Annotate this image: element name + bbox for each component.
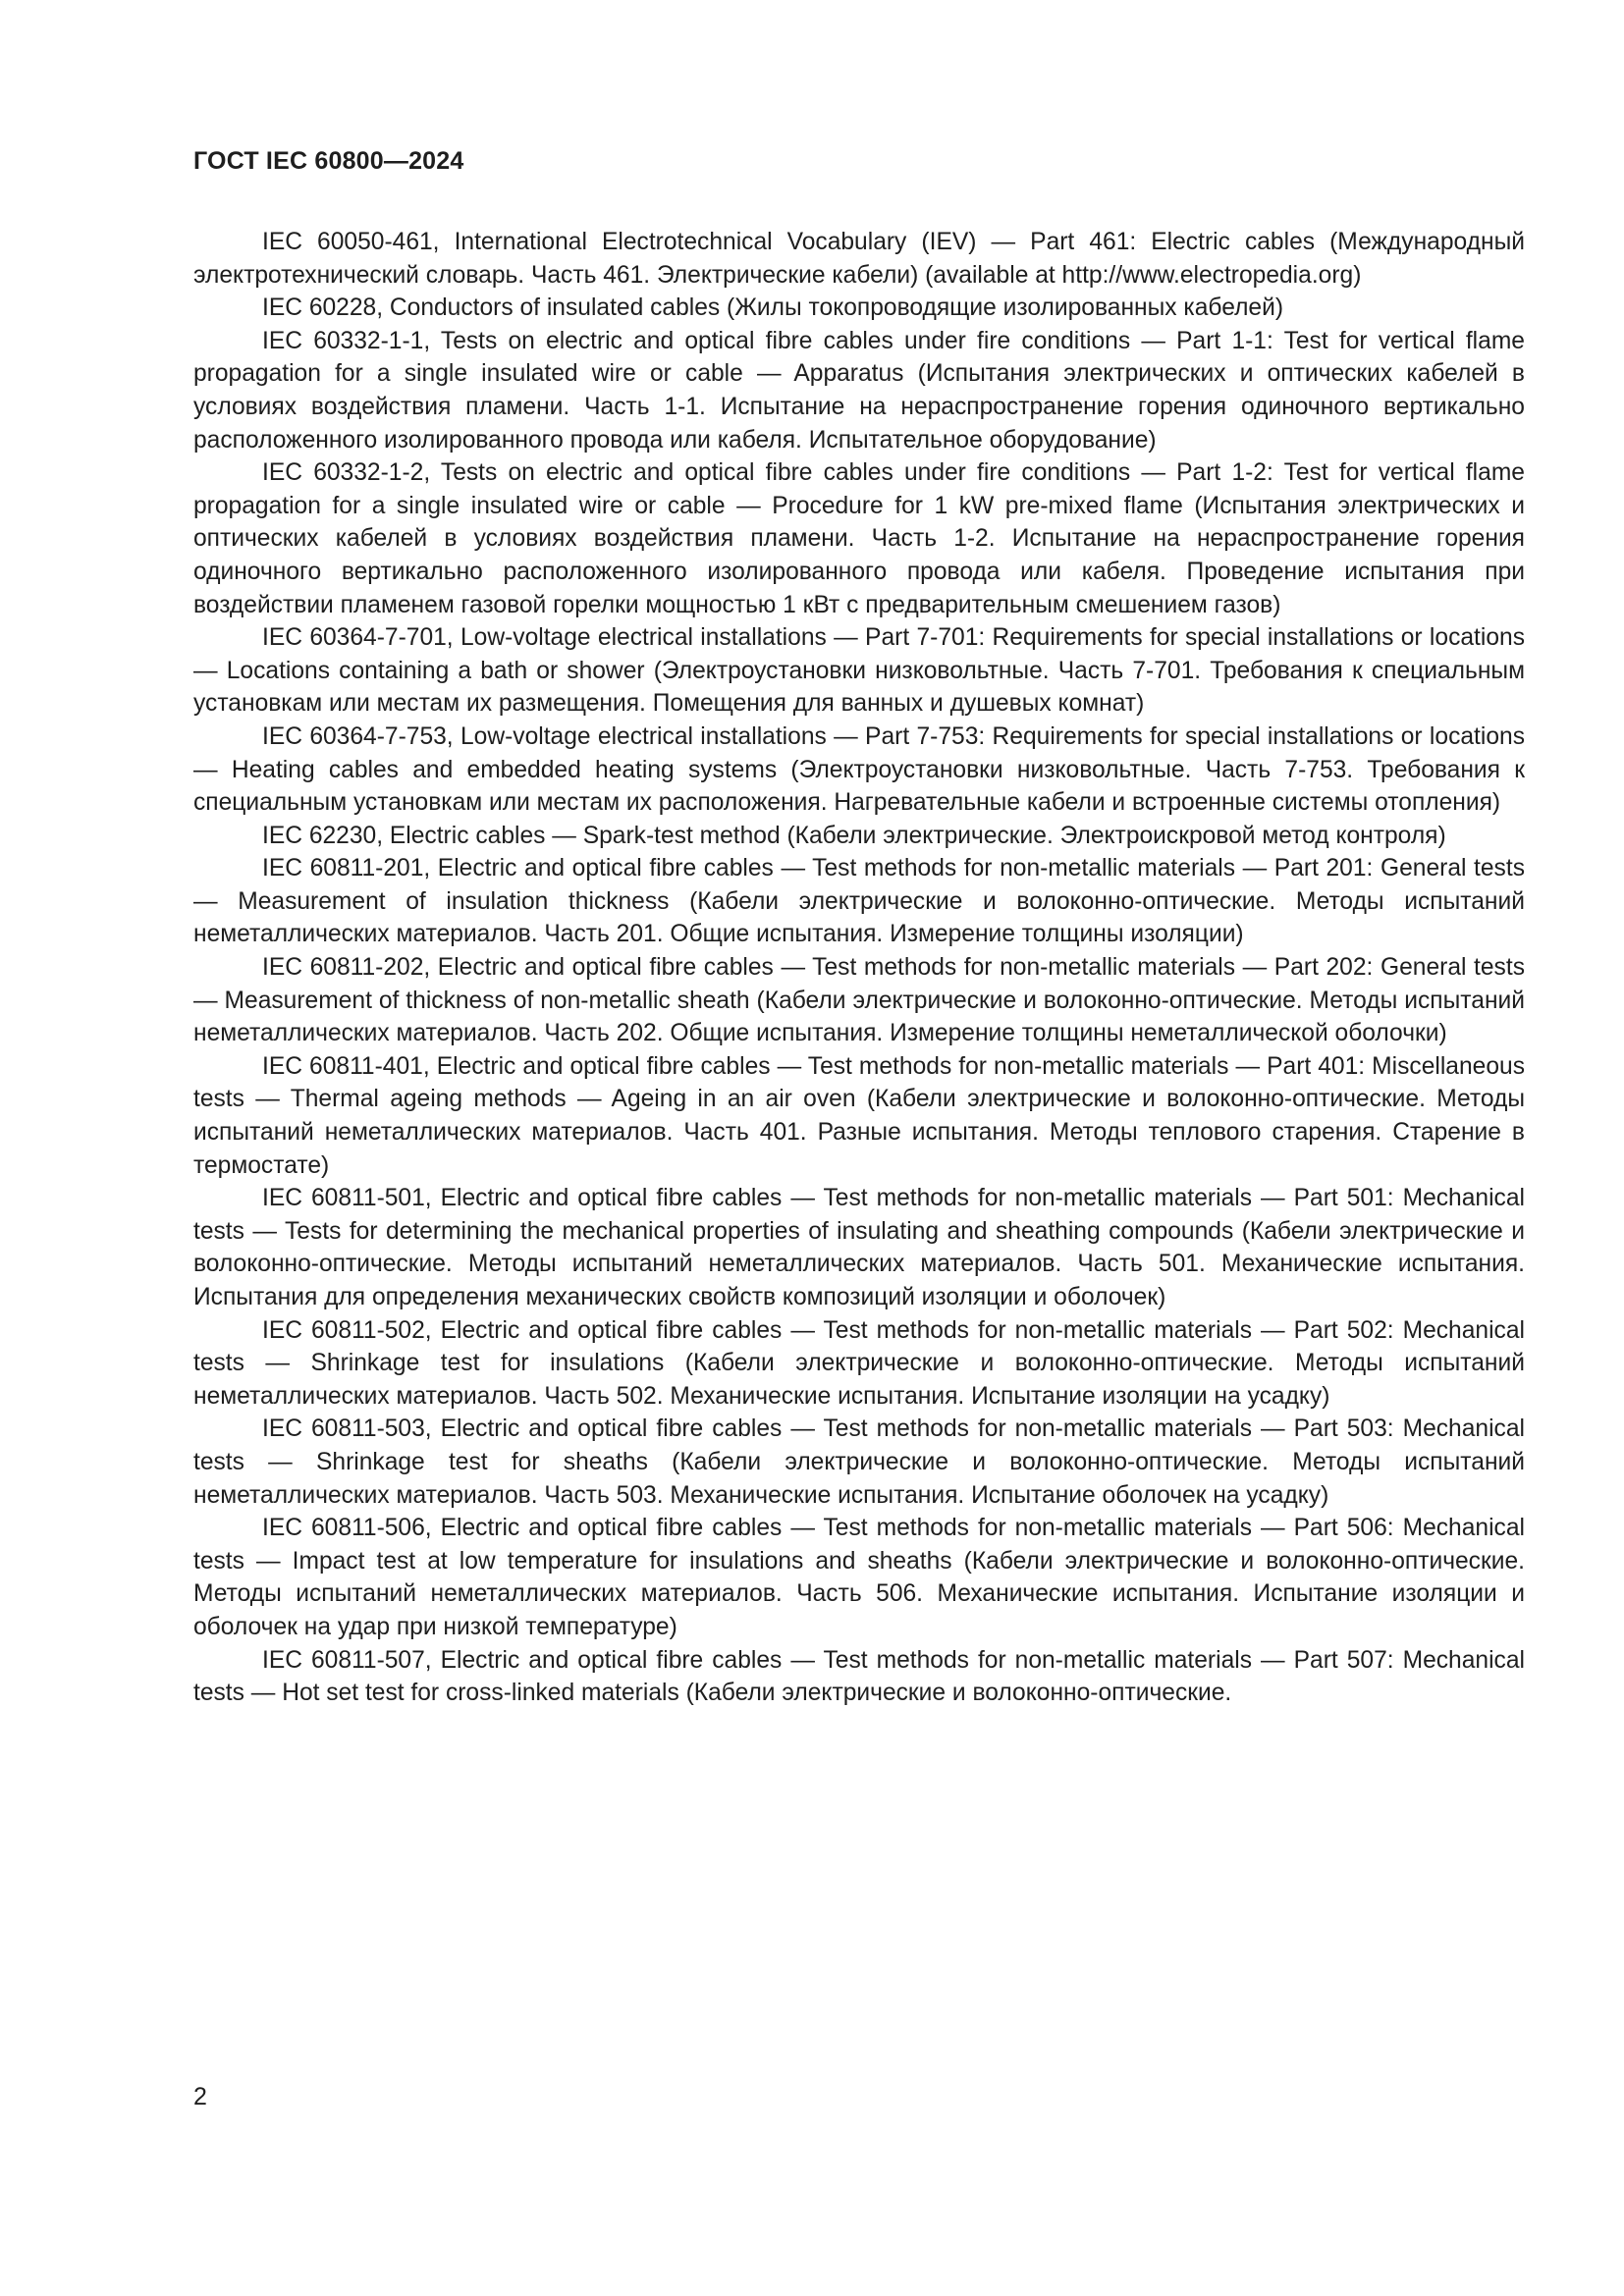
reference-iec-60811-201: IEC 60811-201, Electric and optical fibre cables — Test methods for non-metallic materials — Part 201: General tests — Measurement of insulation thickness (Кабели электрические и волоконно-оптические. Методы испытаний неметаллических материалов. Часть 201. Общие испытания. Измерение толщины изоляции) xyxy=(193,855,1525,948)
reference-iec-60050-461: IEC 60050-461, International Electrotechnical Vocabulary (IEV) — Part 461: Electric cables (Международный электротехнический словарь. Часть 461. Электрические кабели) (available at http://www.electropedia.org) xyxy=(193,229,1525,289)
reference-iec-60811-503: IEC 60811-503, Electric and optical fibre cables — Test methods for non-metallic materials — Part 503: Mechanical tests — Shrinkage test for sheaths (Кабели электрические и волоконно-оптические. Методы испытаний неметаллических материалов. Часть 503. Механические испытания. Испытание оболочек на усадку) xyxy=(193,1415,1525,1509)
reference-iec-60811-401: IEC 60811-401, Electric and optical fibre cables — Test methods for non-metallic materials — Part 401: Miscellaneous tests — Thermal ageing methods — Ageing in an air oven (Кабели электрические и волоконно-оптические. Методы испытаний неметаллических материалов. Часть 401. Разные испытания. Методы теплового старения. Старение в термостате) xyxy=(193,1052,1525,1179)
reference-iec-62230: IEC 62230, Electric cables — Spark-test method (Кабели электрические. Электроискровой метод контроля) xyxy=(262,822,1446,849)
reference-iec-60364-7-753: IEC 60364-7-753, Low-voltage electrical installations — Part 7-753: Requirements for special installations or locations — Heating cables and embedded heating systems (Электроустановки низковольтные. Часть 7-753. Требования к специальным установкам или местам их расположения. Нагревательные кабели и встроенные системы отопления) xyxy=(193,722,1525,817)
page-header: ГОСТ IEC 60800—2024 xyxy=(193,147,464,175)
page-number: 2 xyxy=(193,2083,207,2110)
reference-list xyxy=(193,226,1525,1710)
reference-iec-60811-507: IEC 60811-507, Electric and optical fibre cables — Test methods for non-metallic materials — Part 507: Mechanical tests — Hot set test for cross-linked materials (Кабели электрические и волоконно-оптические. xyxy=(193,1646,1525,1707)
reference-iec-60811-506: IEC 60811-506, Electric and optical fibre cables — Test methods for non-metallic materials — Part 506: Mechanical tests — Impact test at low temperature for insulations and sheaths (Кабели электрические и волоконно-оптические. Методы испытаний неметаллических материалов. Часть 506. Механические испытания. Испытание изоляции и оболочек на удар при низкой температуре) xyxy=(193,1515,1525,1640)
reference-iec-60811-501: IEC 60811-501, Electric and optical fibre cables — Test methods for non-metallic materials — Part 501: Mechanical tests — Tests for determining the mechanical properties of insulating and sheathing compounds (Кабели электрические и волоконно-оптические. Методы испытаний неметаллических материалов. Часть 501. Механические испытания. Испытания для определения механических свойств композиций изоляции и оболочек) xyxy=(193,1185,1525,1310)
reference-iec-60811-202: IEC 60811-202, Electric and optical fibre cables — Test methods for non-metallic materials — Part 202: General tests — Measurement of thickness of non-metallic sheath (Кабели электрические и волоконно-оптические. Методы испытаний неметаллических материалов. Часть 202. Общие испытания. Измерение толщины неметаллической оболочки) xyxy=(193,954,1525,1047)
reference-iec-60228: IEC 60228, Conductors of insulated cables (Жилы токопроводящие изолированных кабелей) xyxy=(262,294,1284,322)
reference-iec-60364-7-701: IEC 60364-7-701, Low-voltage electrical installations — Part 7-701: Requirements for special installations or locations — Locations containing a bath or shower (Электроустановки низковольтные. Часть 7-701. Требования к специальным установкам или местам их размещения. Помещения для ванных и душевых комнат) xyxy=(193,624,1525,718)
reference-iec-60332-1-1: IEC 60332-1-1, Tests on electric and optical fibre cables under fire conditions — Part 1-1: Test for vertical flame propagation for a single insulated wire or cable — Apparatus (Испытания электрических и оптических кабелей в условиях воздействия пламени. Часть 1-1. Испытание на нераспространение горения одиночного вертикально расположенного изолированного провода или кабеля. Испытательное оборудование) xyxy=(193,327,1525,454)
reference-iec-60811-502: IEC 60811-502, Electric and optical fibre cables — Test methods for non-metallic materials — Part 502: Mechanical tests — Shrinkage test for insulations (Кабели электрические и волоконно-оптические. Методы испытаний неметаллических материалов. Часть 502. Механические испытания. Испытание изоляции на усадку) xyxy=(193,1316,1525,1410)
reference-iec-60332-1-2: IEC 60332-1-2, Tests on electric and optical fibre cables under fire conditions — Part 1-2: Test for vertical flame propagation for a single insulated wire or cable — Procedure for 1 kW pre-mixed flame (Испытания электрических и оптических кабелей в условиях воздействия пламени. Часть 1-2. Испытание на нераспространение горения одиночного вертикально расположенного изолированного провода или кабеля. Проведение испытания при воздействии пламенем газовой горелки мощностью 1 кВт с предварительным смешением газов) xyxy=(193,459,1525,618)
